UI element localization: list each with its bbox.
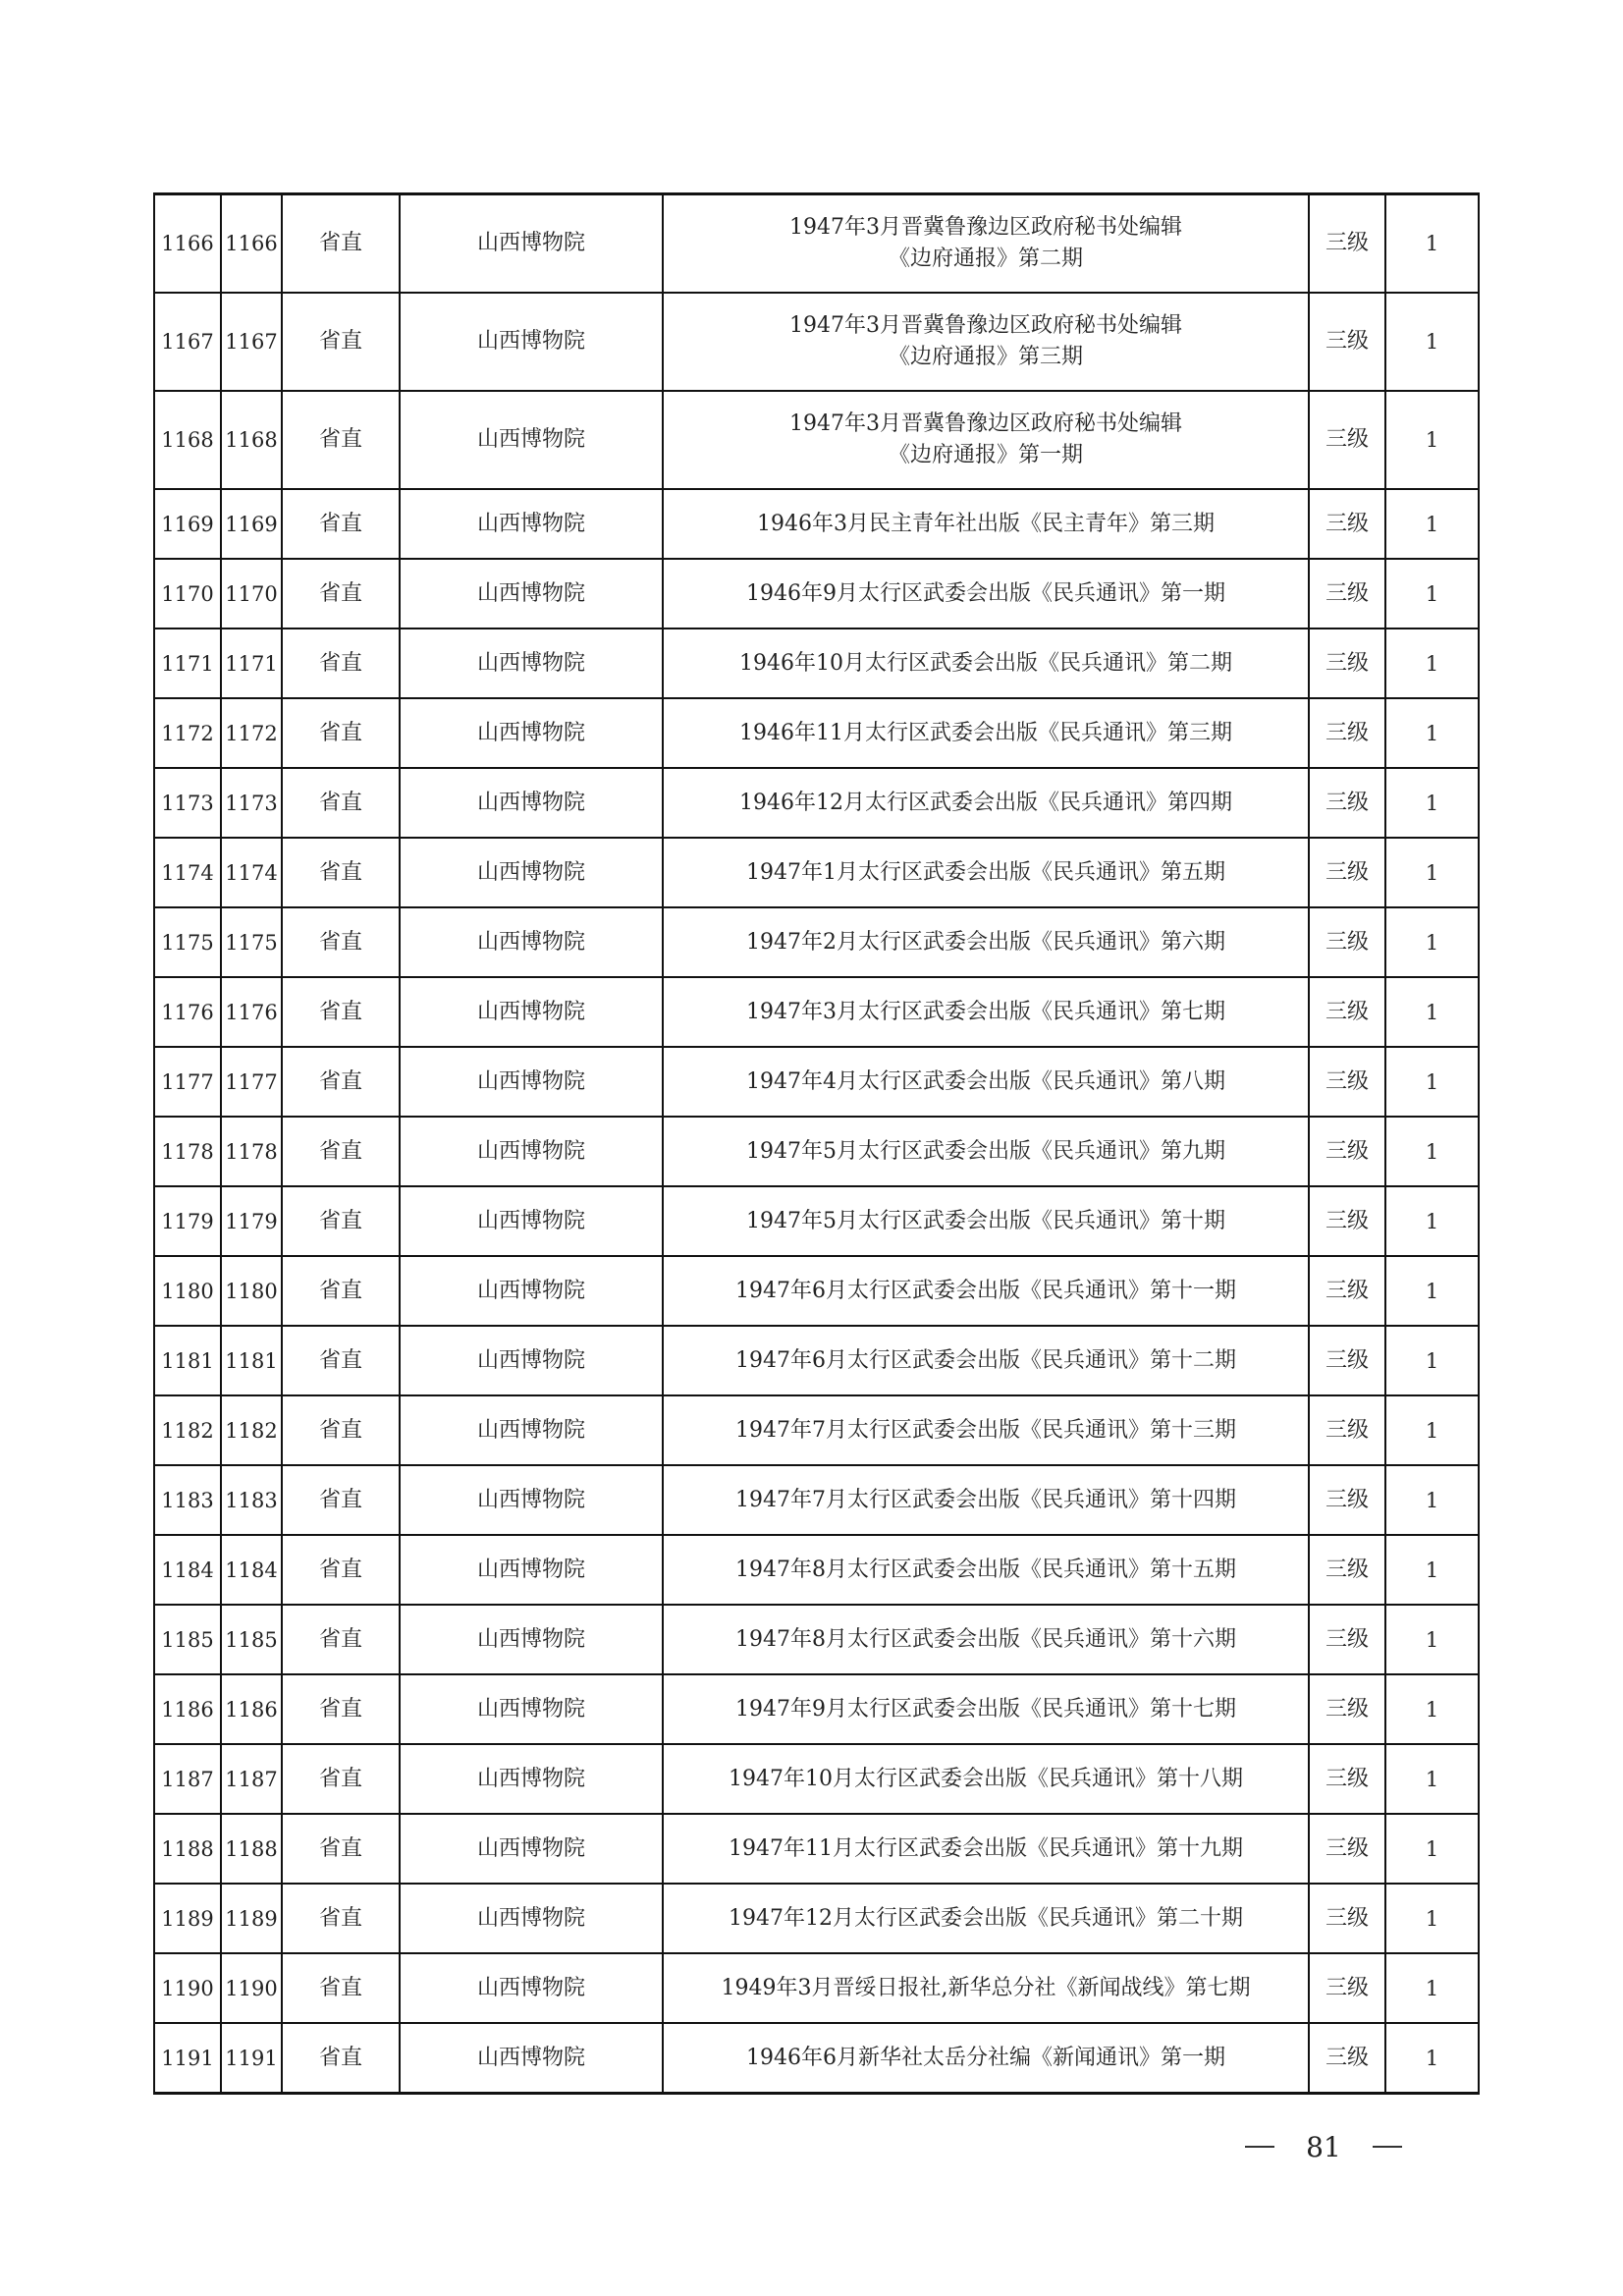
cell-unit: 山西博物院 [400, 2023, 663, 2094]
cell-count: 1 [1385, 1395, 1479, 1465]
cell-count: 1 [1385, 768, 1479, 838]
cell-seq: 1169 [154, 489, 221, 559]
title-line: 1947年7月太行区武委会出版《民兵通讯》第十四期 [735, 1487, 1236, 1512]
cell-count: 1 [1385, 1953, 1479, 2023]
cell-number: 1180 [221, 1256, 282, 1326]
table-row [154, 2023, 1479, 2094]
cell-region: 省直 [282, 1744, 400, 1814]
cell-title [663, 1256, 1309, 1326]
title-line: 1947年10月太行区武委会出版《民兵通讯》第十八期 [729, 1766, 1243, 1791]
cell-number: 1182 [221, 1395, 282, 1465]
cell-level: 三级 [1309, 1814, 1385, 1884]
title-line: 1947年6月太行区武委会出版《民兵通讯》第十一期 [735, 1278, 1236, 1303]
cell-title [663, 1744, 1309, 1814]
cell-count: 1 [1385, 391, 1479, 489]
cell-count: 1 [1385, 838, 1479, 907]
cell-seq: 1187 [154, 1744, 221, 1814]
cell-seq: 1175 [154, 907, 221, 977]
table-row [154, 1814, 1479, 1884]
cell-region: 省直 [282, 977, 400, 1047]
cell-seq: 1190 [154, 1953, 221, 2023]
cell-level: 三级 [1309, 1953, 1385, 2023]
cell-title [663, 559, 1309, 629]
table-row [154, 977, 1479, 1047]
cell-unit: 山西博物院 [400, 1814, 663, 1884]
table-row [154, 1674, 1479, 1744]
table-row [154, 1395, 1479, 1465]
cell-unit: 山西博物院 [400, 698, 663, 768]
cell-unit: 山西博物院 [400, 1047, 663, 1117]
table-row [154, 1953, 1479, 2023]
cell-level: 三级 [1309, 629, 1385, 698]
title-line: 1946年9月太行区武委会出版《民兵通讯》第一期 [746, 580, 1225, 606]
cell-region: 省直 [282, 559, 400, 629]
cell-region: 省直 [282, 1465, 400, 1535]
cell-level: 三级 [1309, 698, 1385, 768]
cell-number: 1173 [221, 768, 282, 838]
cell-title [663, 1884, 1309, 1953]
title-line: 1947年9月太行区武委会出版《民兵通讯》第十七期 [735, 1696, 1236, 1722]
cell-region: 省直 [282, 1884, 400, 1953]
cell-level: 三级 [1309, 1395, 1385, 1465]
cell-seq: 1186 [154, 1674, 221, 1744]
cell-unit: 山西博物院 [400, 977, 663, 1047]
cell-region: 省直 [282, 768, 400, 838]
cell-level: 三级 [1309, 1744, 1385, 1814]
table-row [154, 907, 1479, 977]
cell-count: 1 [1385, 1674, 1479, 1744]
cell-count: 1 [1385, 559, 1479, 629]
cell-number: 1172 [221, 698, 282, 768]
cell-level: 三级 [1309, 1186, 1385, 1256]
cell-level: 三级 [1309, 1884, 1385, 1953]
cell-number: 1189 [221, 1884, 282, 1953]
cell-title [663, 1117, 1309, 1186]
cell-seq: 1168 [154, 391, 221, 489]
table-row [154, 1744, 1479, 1814]
cell-title [663, 293, 1309, 391]
cell-region: 省直 [282, 1674, 400, 1744]
cell-unit: 山西博物院 [400, 1117, 663, 1186]
cell-seq: 1181 [154, 1326, 221, 1395]
cell-region: 省直 [282, 629, 400, 698]
cell-seq: 1185 [154, 1605, 221, 1674]
cell-count: 1 [1385, 1535, 1479, 1605]
cell-count: 1 [1385, 1744, 1479, 1814]
table-row [154, 1465, 1479, 1535]
cell-region: 省直 [282, 1256, 400, 1326]
cell-unit: 山西博物院 [400, 1326, 663, 1395]
cell-number: 1191 [221, 2023, 282, 2094]
cell-unit: 山西博物院 [400, 629, 663, 698]
cell-number: 1184 [221, 1535, 282, 1605]
cell-region: 省直 [282, 489, 400, 559]
cell-number: 1171 [221, 629, 282, 698]
cell-title [663, 489, 1309, 559]
cell-title [663, 698, 1309, 768]
cell-seq: 1171 [154, 629, 221, 698]
cell-level: 三级 [1309, 838, 1385, 907]
cell-count: 1 [1385, 698, 1479, 768]
cell-unit: 山西博物院 [400, 1535, 663, 1605]
cell-seq: 1183 [154, 1465, 221, 1535]
cell-level: 三级 [1309, 1326, 1385, 1395]
cell-unit: 山西博物院 [400, 1395, 663, 1465]
table-row [154, 1884, 1479, 1953]
cell-title [663, 1535, 1309, 1605]
cell-count: 1 [1385, 1884, 1479, 1953]
table-row [154, 1535, 1479, 1605]
table-row [154, 559, 1479, 629]
cell-unit: 山西博物院 [400, 1953, 663, 2023]
cell-title [663, 838, 1309, 907]
cell-count: 1 [1385, 629, 1479, 698]
cell-region: 省直 [282, 838, 400, 907]
title-line: 1947年8月太行区武委会出版《民兵通讯》第十六期 [735, 1626, 1236, 1652]
cell-count: 1 [1385, 1047, 1479, 1117]
left-dash [1245, 2146, 1274, 2148]
title-line: 1947年3月晋冀鲁豫边区政府秘书处编辑 [789, 411, 1182, 436]
cell-region: 省直 [282, 1186, 400, 1256]
cell-level: 三级 [1309, 293, 1385, 391]
cell-unit: 山西博物院 [400, 1256, 663, 1326]
cell-number: 1166 [221, 194, 282, 294]
cell-region: 省直 [282, 698, 400, 768]
table-body [154, 194, 1479, 2094]
title-line: 1947年3月晋冀鲁豫边区政府秘书处编辑 [789, 313, 1182, 338]
cell-level: 三级 [1309, 559, 1385, 629]
cell-unit: 山西博物院 [400, 1186, 663, 1256]
table-row [154, 1117, 1479, 1186]
cell-seq: 1176 [154, 977, 221, 1047]
cell-region: 省直 [282, 1047, 400, 1117]
cell-level: 三级 [1309, 489, 1385, 559]
table-row [154, 1186, 1479, 1256]
title-line: 1949年3月晋绥日报社,新华总分社《新闻战线》第七期 [721, 1975, 1251, 2000]
cell-number: 1174 [221, 838, 282, 907]
cell-number: 1170 [221, 559, 282, 629]
title-line: 1946年12月太行区武委会出版《民兵通讯》第四期 [739, 790, 1232, 815]
title-line: 1947年7月太行区武委会出版《民兵通讯》第十三期 [735, 1417, 1236, 1443]
cell-count: 1 [1385, 1605, 1479, 1674]
cell-seq: 1173 [154, 768, 221, 838]
cell-seq: 1172 [154, 698, 221, 768]
cell-title [663, 391, 1309, 489]
title-line: 1946年6月新华社太岳分社编《新闻通讯》第一期 [746, 2045, 1225, 2070]
title-line: 1947年4月太行区武委会出版《民兵通讯》第八期 [746, 1068, 1225, 1094]
table-row [154, 1256, 1479, 1326]
cell-title [663, 2023, 1309, 2094]
cell-unit: 山西博物院 [400, 1744, 663, 1814]
cell-region: 省直 [282, 2023, 400, 2094]
cell-level: 三级 [1309, 1117, 1385, 1186]
cell-region: 省直 [282, 1605, 400, 1674]
cell-number: 1183 [221, 1465, 282, 1535]
cell-region: 省直 [282, 907, 400, 977]
cell-unit: 山西博物院 [400, 1605, 663, 1674]
table-row [154, 1326, 1479, 1395]
title-line: 1947年1月太行区武委会出版《民兵通讯》第五期 [746, 859, 1225, 885]
cell-level: 三级 [1309, 194, 1385, 294]
cell-number: 1177 [221, 1047, 282, 1117]
table-row [154, 838, 1479, 907]
cell-region: 省直 [282, 293, 400, 391]
cell-unit: 山西博物院 [400, 1884, 663, 1953]
cell-number: 1187 [221, 1744, 282, 1814]
cell-title [663, 1674, 1309, 1744]
cell-count: 1 [1385, 489, 1479, 559]
title-line: 1946年11月太行区武委会出版《民兵通讯》第三期 [739, 720, 1232, 745]
cell-count: 1 [1385, 1326, 1479, 1395]
table-row [154, 293, 1479, 391]
cell-title [663, 907, 1309, 977]
cell-region: 省直 [282, 1535, 400, 1605]
cell-unit: 山西博物院 [400, 559, 663, 629]
cell-title [663, 1395, 1309, 1465]
cell-level: 三级 [1309, 1605, 1385, 1674]
cell-level: 三级 [1309, 1256, 1385, 1326]
title-line: 1947年11月太行区武委会出版《民兵通讯》第十九期 [729, 1835, 1243, 1861]
relics-table [153, 192, 1480, 2095]
table-row [154, 391, 1479, 489]
title-line: 《边府通报》第二期 [888, 246, 1083, 271]
cell-seq: 1184 [154, 1535, 221, 1605]
cell-title [663, 1605, 1309, 1674]
cell-region: 省直 [282, 391, 400, 489]
cell-seq: 1166 [154, 194, 221, 294]
title-line: 1946年3月民主青年社出版《民主青年》第三期 [757, 511, 1215, 536]
table-row [154, 489, 1479, 559]
cell-number: 1175 [221, 907, 282, 977]
cell-seq: 1189 [154, 1884, 221, 1953]
cell-count: 1 [1385, 293, 1479, 391]
cell-number: 1168 [221, 391, 282, 489]
cell-unit: 山西博物院 [400, 838, 663, 907]
cell-seq: 1191 [154, 2023, 221, 2094]
cell-seq: 1177 [154, 1047, 221, 1117]
cell-number: 1176 [221, 977, 282, 1047]
cell-number: 1167 [221, 293, 282, 391]
title-line: 1947年5月太行区武委会出版《民兵通讯》第九期 [746, 1138, 1225, 1164]
title-line: 1947年6月太行区武委会出版《民兵通讯》第十二期 [735, 1347, 1236, 1373]
title-line: 1947年3月太行区武委会出版《民兵通讯》第七期 [746, 999, 1225, 1024]
cell-level: 三级 [1309, 1674, 1385, 1744]
cell-number: 1185 [221, 1605, 282, 1674]
title-line: 1946年10月太行区武委会出版《民兵通讯》第二期 [739, 650, 1232, 676]
cell-count: 1 [1385, 2023, 1479, 2094]
cell-title [663, 1953, 1309, 2023]
cell-unit: 山西博物院 [400, 489, 663, 559]
title-line: 《边府通报》第一期 [888, 443, 1083, 467]
cell-count: 1 [1385, 1186, 1479, 1256]
title-line: 1947年8月太行区武委会出版《民兵通讯》第十五期 [735, 1557, 1236, 1582]
cell-number: 1178 [221, 1117, 282, 1186]
cell-number: 1179 [221, 1186, 282, 1256]
cell-region: 省直 [282, 194, 400, 294]
cell-title [663, 977, 1309, 1047]
cell-unit: 山西博物院 [400, 293, 663, 391]
cell-seq: 1174 [154, 838, 221, 907]
cell-unit: 山西博物院 [400, 768, 663, 838]
cell-count: 1 [1385, 1117, 1479, 1186]
table-row [154, 698, 1479, 768]
cell-title [663, 1814, 1309, 1884]
title-line: 1947年3月晋冀鲁豫边区政府秘书处编辑 [789, 215, 1182, 240]
cell-title [663, 1326, 1309, 1395]
cell-level: 三级 [1309, 1465, 1385, 1535]
cell-region: 省直 [282, 1395, 400, 1465]
cell-region: 省直 [282, 1326, 400, 1395]
right-dash [1373, 2146, 1402, 2148]
cell-count: 1 [1385, 1465, 1479, 1535]
table-row [154, 194, 1479, 294]
cell-number: 1181 [221, 1326, 282, 1395]
cell-count: 1 [1385, 1256, 1479, 1326]
table-row [154, 629, 1479, 698]
cell-region: 省直 [282, 1953, 400, 2023]
page-number: 81 [1306, 2130, 1341, 2163]
cell-count: 1 [1385, 907, 1479, 977]
cell-unit: 山西博物院 [400, 1674, 663, 1744]
cell-unit: 山西博物院 [400, 907, 663, 977]
cell-number: 1188 [221, 1814, 282, 1884]
cell-level: 三级 [1309, 768, 1385, 838]
page-footer [1245, 2127, 1402, 2166]
cell-level: 三级 [1309, 2023, 1385, 2094]
cell-seq: 1180 [154, 1256, 221, 1326]
title-line: 1947年5月太行区武委会出版《民兵通讯》第十期 [746, 1208, 1225, 1233]
cell-count: 1 [1385, 194, 1479, 294]
cell-region: 省直 [282, 1814, 400, 1884]
cell-seq: 1167 [154, 293, 221, 391]
title-line: 《边府通报》第三期 [888, 345, 1083, 369]
cell-number: 1186 [221, 1674, 282, 1744]
cell-title [663, 629, 1309, 698]
cell-title [663, 1186, 1309, 1256]
cell-title [663, 1465, 1309, 1535]
cell-level: 三级 [1309, 391, 1385, 489]
cell-seq: 1188 [154, 1814, 221, 1884]
cell-count: 1 [1385, 1814, 1479, 1884]
cell-seq: 1179 [154, 1186, 221, 1256]
cell-number: 1190 [221, 1953, 282, 2023]
cell-seq: 1182 [154, 1395, 221, 1465]
cell-region: 省直 [282, 1117, 400, 1186]
cell-unit: 山西博物院 [400, 1465, 663, 1535]
cell-unit: 山西博物院 [400, 391, 663, 489]
cell-title [663, 768, 1309, 838]
title-line: 1947年12月太行区武委会出版《民兵通讯》第二十期 [729, 1905, 1243, 1931]
cell-title [663, 1047, 1309, 1117]
table-row [154, 1605, 1479, 1674]
table-row [154, 1047, 1479, 1117]
cell-seq: 1170 [154, 559, 221, 629]
title-line: 1947年2月太行区武委会出版《民兵通讯》第六期 [746, 929, 1225, 955]
cell-title [663, 194, 1309, 294]
cell-unit: 山西博物院 [400, 194, 663, 294]
cell-count: 1 [1385, 977, 1479, 1047]
cell-level: 三级 [1309, 907, 1385, 977]
cell-level: 三级 [1309, 977, 1385, 1047]
cell-level: 三级 [1309, 1535, 1385, 1605]
cell-level: 三级 [1309, 1047, 1385, 1117]
cell-seq: 1178 [154, 1117, 221, 1186]
table-row [154, 768, 1479, 838]
cell-number: 1169 [221, 489, 282, 559]
